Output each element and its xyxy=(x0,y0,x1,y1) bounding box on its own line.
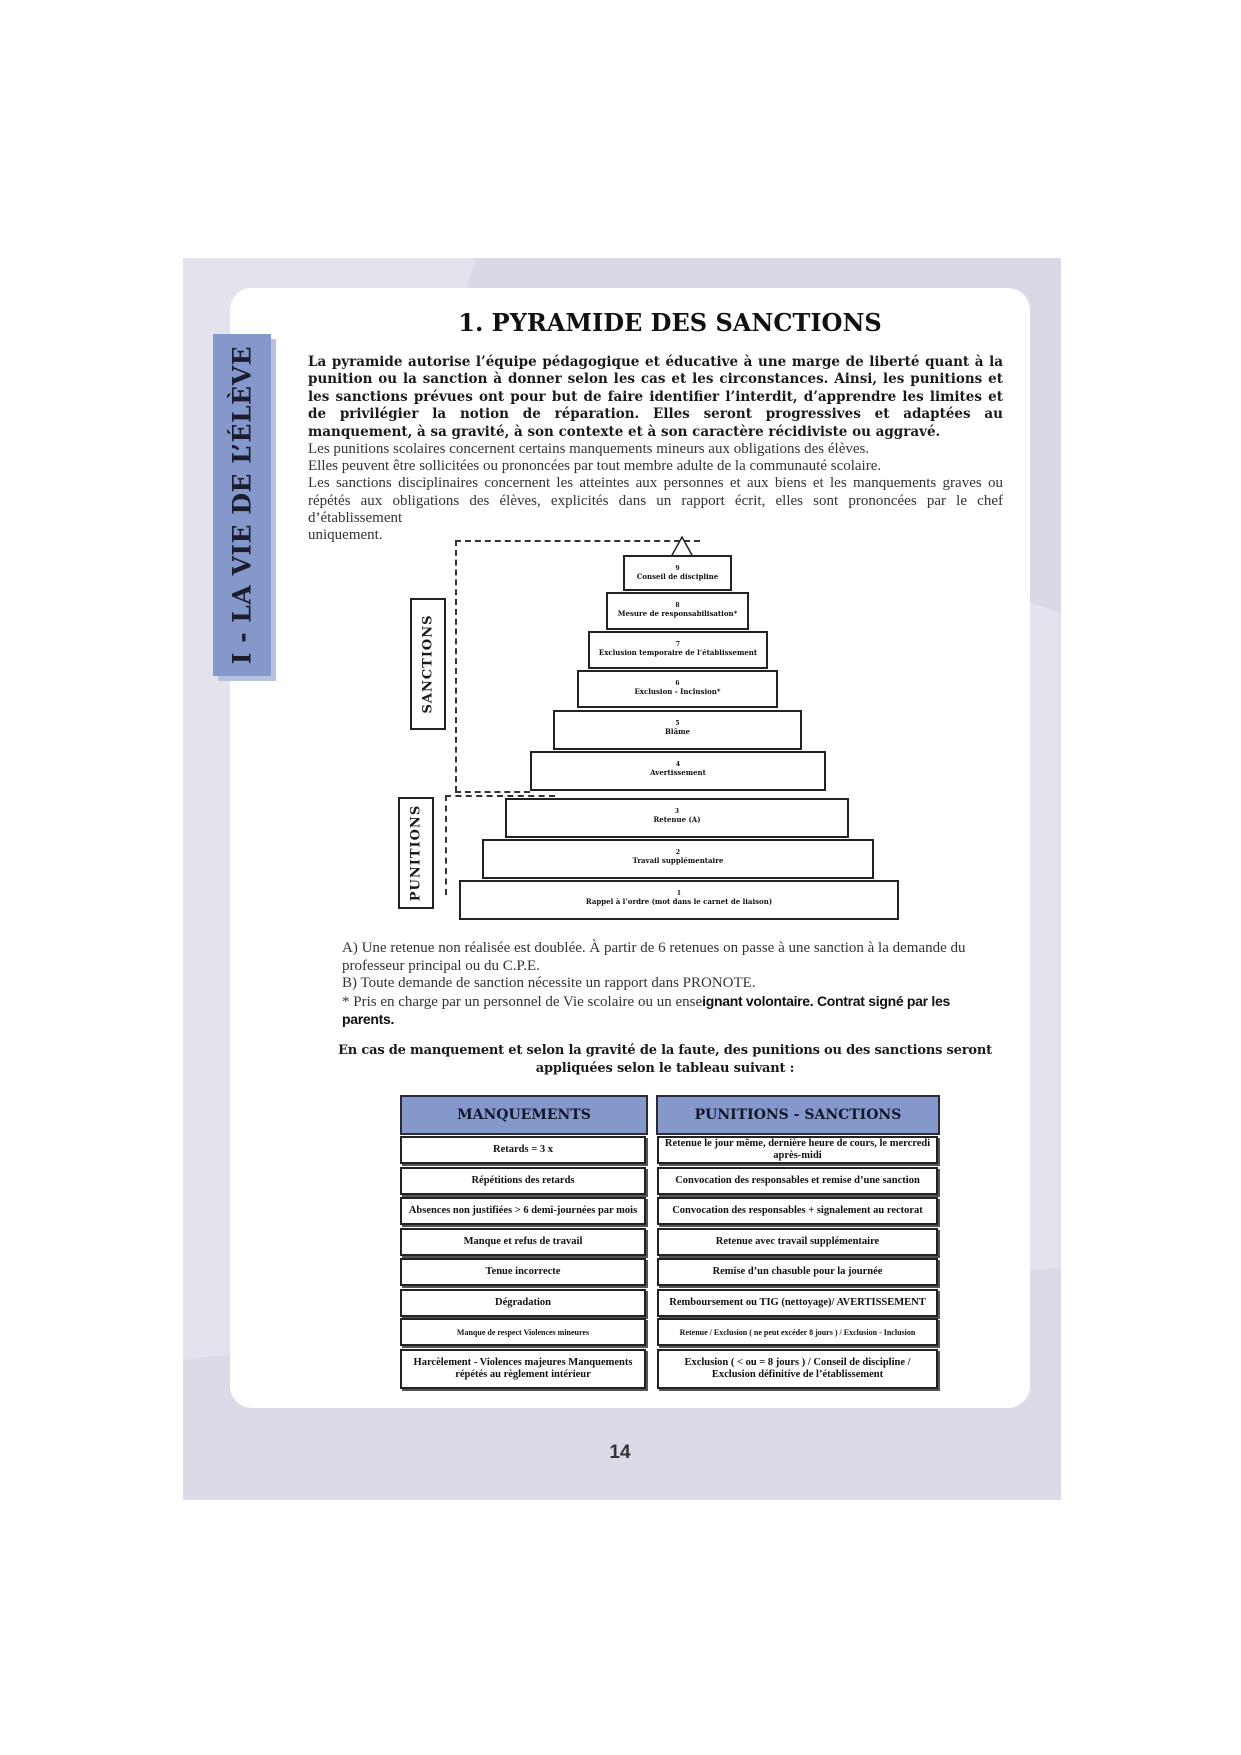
pyramid-level-5: 5 Blâme xyxy=(553,710,802,750)
note-b: B) Toute demande de sanction nécessite un rapport dans PRONOTE. xyxy=(342,975,756,991)
table-cell-sanction: Retenue / Exclusion ( ne peut excéder 8 jours ) / Exclusion - Inclusion xyxy=(657,1318,938,1346)
punitions-bracket-top xyxy=(445,795,555,797)
pyramid-level-3: 3 Retenue (A) xyxy=(505,798,849,838)
punitions-label: PUNITIONS xyxy=(408,804,424,902)
pyramid-level-4: 4 Avertissement xyxy=(530,751,826,791)
table-cell-manquement: Répétitions des retards xyxy=(400,1167,646,1195)
pyramid-level-9: 9 Conseil de discipline xyxy=(623,555,732,591)
page-number: 14 xyxy=(609,1442,631,1463)
table-cell-manquement: Absences non justifiées > 6 demi-journées par mois xyxy=(400,1197,646,1225)
chapter-side-tab-label: I - LA VIE DE L’ÉLÈVE xyxy=(227,345,257,665)
punitions-label-box xyxy=(398,797,434,909)
intro-line: Elles peuvent être sollicitées ou prononcées par tout membre adulte de la communauté scolaire. xyxy=(308,458,882,475)
intro-line: Les sanctions disciplinaires concernent les atteintes aux personnes et aux biens et les manquements graves ou répétés aux obligations des élèves, explicités dans un rapport écrit, elles sont prononcées par le chef d’établissement xyxy=(308,475,1003,526)
punitions-bracket-side xyxy=(445,795,447,895)
note-star-bold: ignant volontaire. Contrat signé par les parents. xyxy=(342,992,950,1027)
pyramid-level-7: 7 Exclusion temporaire de l’établissement xyxy=(588,631,768,669)
note-star-plain: * Pris en charge par un personnel de Vie scolaire ou un ense xyxy=(342,993,703,1010)
sanctions-bracket-top xyxy=(455,540,700,542)
table-cell-manquement: Harcèlement - Violences majeures Manquements répétés au règlement intérieur xyxy=(400,1349,646,1389)
pyramid-level-2: 2 Travail supplémentaire xyxy=(482,839,874,879)
sanctions-bracket-bottom xyxy=(455,791,530,793)
chapter-side-tab xyxy=(213,334,271,676)
table-cell-sanction: Remise d’un chasuble pour la journée xyxy=(657,1258,938,1286)
table-cell-manquement: Tenue incorrecte xyxy=(400,1258,646,1286)
intro-line: Les punitions scolaires concernent certains manquements mineurs aux obligations des élèves. xyxy=(308,441,870,457)
table-lead-text: En cas de manquement et selon la gravité de la faute, des punitions ou des sanctions seront appliquées selon le tableau suivant : xyxy=(338,1043,992,1076)
intro-bold-paragraph: La pyramide autorise l’équipe pédagogique et éducative à une marge de liberté quant à la punition ou la sanction à donner selon les cas et les circonstances. Ainsi, les punitions et les sanctions prévues ont pour but de faire identifier l’interdit, d’apprendre les limites et de privilégier la notion de réparation. Elles seront progressives et adaptées au manquement, à sa gravité, à son contexte et à son caractère récidiviste ou aggravé. xyxy=(308,354,1003,440)
pyramid-notes xyxy=(342,940,972,1030)
pyramid-level-8: 8 Mesure de responsabilisation* xyxy=(606,592,749,630)
sanctions-bracket-side xyxy=(455,540,457,792)
note-star xyxy=(342,993,972,1030)
table-cell-sanction: Retenue avec travail supplémentaire xyxy=(657,1228,938,1256)
table-cell-sanction: Retenue le jour même, dernière heure de cours, le mercredi après-midi xyxy=(657,1136,938,1164)
table-header-punitions: PUNITIONS - SANCTIONS xyxy=(656,1095,940,1135)
intro-text xyxy=(308,441,1003,544)
table-cell-manquement: Dégradation xyxy=(400,1289,646,1317)
pyramid-level-1: 1 Rappel à l’ordre (mot dans le carnet de liaison) xyxy=(459,880,899,920)
page-title: 1. PYRAMIDE DES SANCTIONS xyxy=(458,308,882,337)
table-cell-sanction: Exclusion ( < ou = 8 jours ) / Conseil de discipline / Exclusion définitive de l’établissement xyxy=(657,1349,938,1389)
note-a: A) Une retenue non réalisée est doublée. À partir de 6 retenues on passe à une sanction à la demande du professeur principal ou du C.P.E. xyxy=(342,940,966,974)
pyramid-level-6: 6 Exclusion - Inclusion* xyxy=(577,670,778,708)
sanctions-label: SANCTIONS xyxy=(420,614,436,714)
table-cell-sanction: Remboursement ou TIG (nettoyage)/ AVERTISSEMENT xyxy=(657,1289,938,1317)
table-cell-manquement: Manque et refus de travail xyxy=(400,1228,646,1256)
intro-line: uniquement. xyxy=(308,527,383,544)
sanctions-label-box xyxy=(410,598,446,730)
table-cell-manquement: Retards = 3 x xyxy=(400,1136,646,1164)
table-cell-sanction: Convocation des responsables et remise d’une sanction xyxy=(657,1167,938,1195)
table-header-manquements: MANQUEMENTS xyxy=(400,1095,648,1135)
table-cell-manquement: Manque de respect Violences mineures xyxy=(400,1318,646,1346)
table-cell-sanction: Convocation des responsables + signalement au rectorat xyxy=(657,1197,938,1225)
